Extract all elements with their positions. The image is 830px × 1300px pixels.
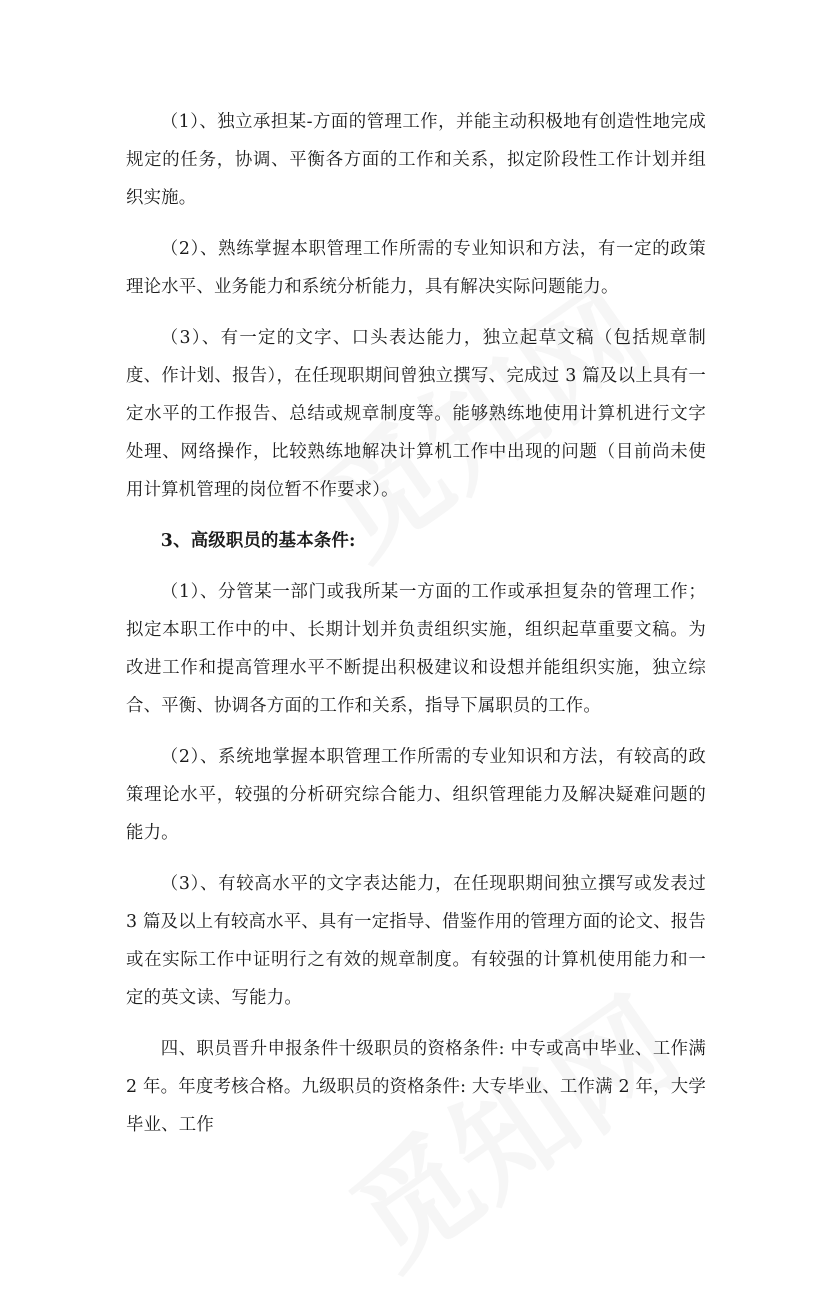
paragraph-senior-professional-knowledge: （2）、系统地掌握本职管理工作所需的专业知识和方法，有较高的政策理论水平，较强的分析研究综合能力、组织管理能力及解决疑难问题的能力。 xyxy=(126,747,706,843)
paragraph-promotion-conditions: 四、职员晋升申报条件十级职员的资格条件: 中专或高中毕业、工作满 2 年。年度考核合格。九级职员的资格条件: 大专毕业、工作满 2 年，大学毕业、工作 xyxy=(126,1039,706,1135)
paragraph-senior-writing-ability: （3）、有较高水平的文字表达能力，在任现职期间独立撰写或发表过 3 篇及以上有较高水平、具有一定指导、借鉴作用的管理方面的论文、报告或在实际工作中证明行之有效的规章制度。有较强的计算机使用能力和一定的英文读、写能力。 xyxy=(126,874,706,1008)
document-body xyxy=(126,103,706,1157)
paragraph-management-work: （1）、独立承担某-方面的管理工作，并能主动积极地有创造性地完成规定的任务，协调、平衡各方面的工作和关系，拟定阶段性工作计划并组织实施。 xyxy=(126,112,706,208)
paragraph-writing-ability: （3）、有一定的文字、口头表达能力，独立起草文稿（包括规章制度、作计划、报告），在任现职期间曾独立撰写、完成过 3 篇及以上具有一定水平的工作报告、总结或规章制度等。能够熟练地使用计算机进行文字处理、网络操作，比较熟练地解决计算机工作中出现的问题（目前尚未使用计算机管理的岗位暂不作要求）。 xyxy=(126,328,706,500)
paragraph-senior-management-work: （1）、分管某一部门或我所某一方面的工作或承担复杂的管理工作；拟定本职工作中的中、长期计划并负责组织实施，组织起草重要文稿。为改进工作和提高管理水平不断提出积极建议和设想并能组织实施，独立综合、平衡、协调各方面的工作和关系，指导下属职员的工作。 xyxy=(126,582,706,716)
section-heading-senior-staff: 3、高级职员的基本条件: xyxy=(160,531,356,551)
paragraph-professional-knowledge: （2）、熟练掌握本职管理工作所需的专业知识和方法，有一定的政策理论水平、业务能力和系统分析能力，具有解决实际问题能力。 xyxy=(126,239,706,297)
